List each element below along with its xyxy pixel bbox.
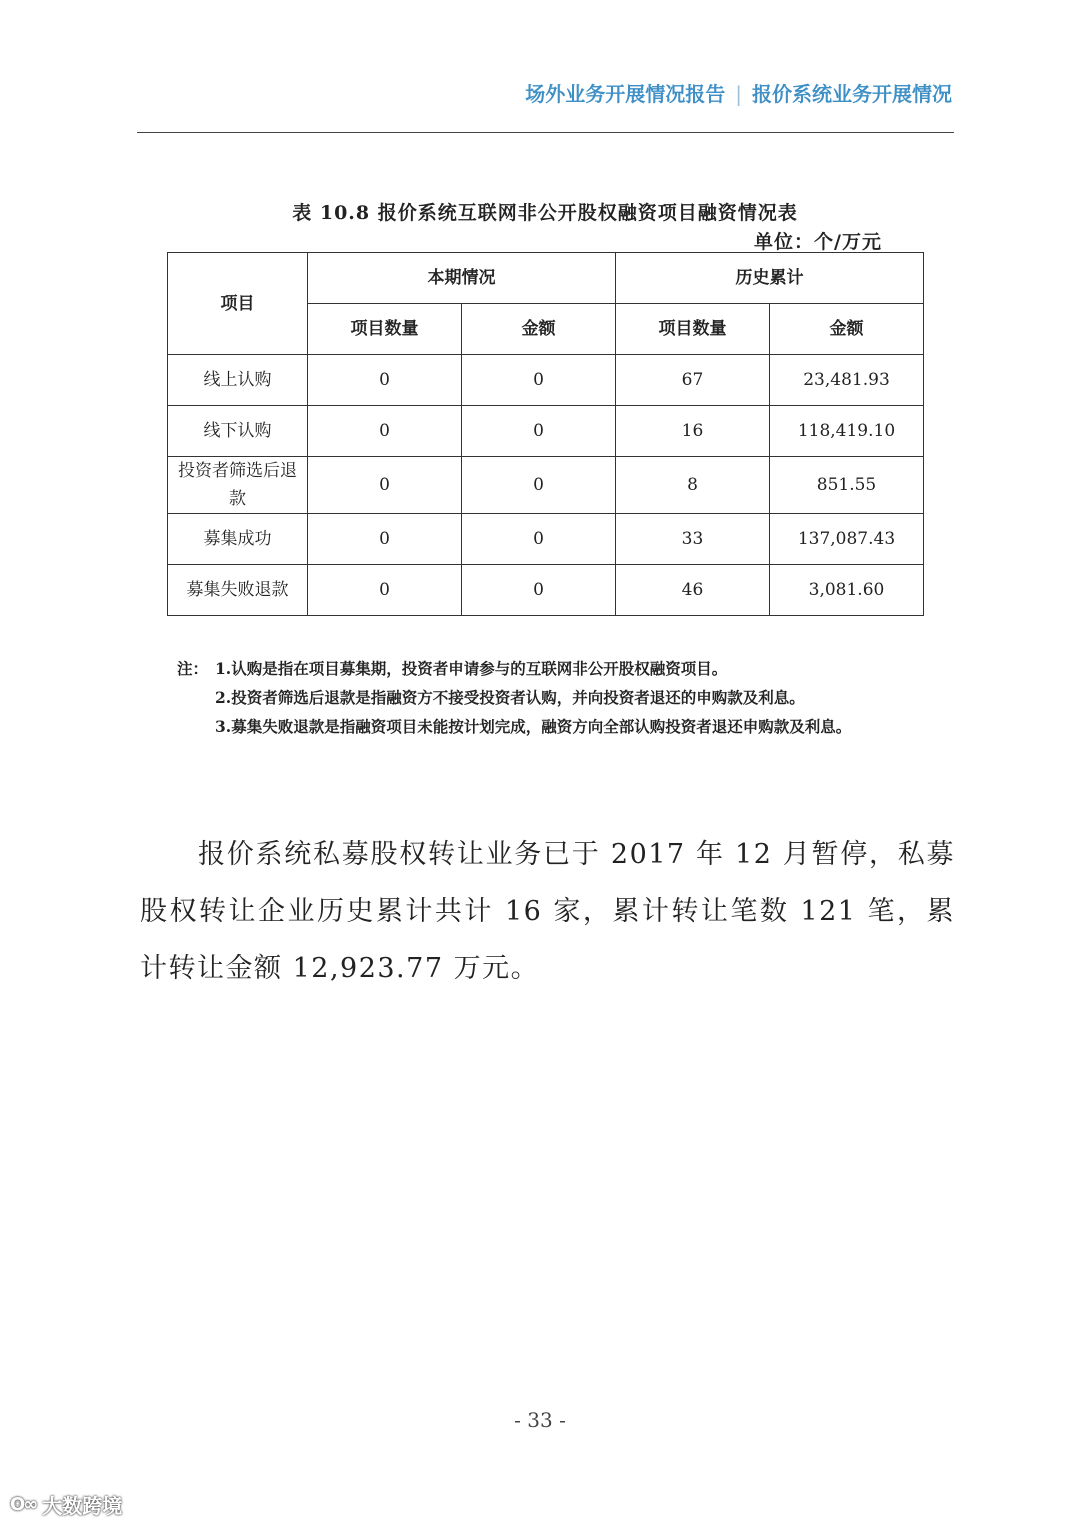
current-amount-cell: 0 (462, 514, 616, 565)
history-count-cell: 33 (616, 514, 770, 565)
running-header (525, 78, 952, 107)
table-row (168, 406, 924, 457)
watermark (10, 1490, 122, 1519)
note-text: 募集失败退款是指融资项目未能按计划完成，融资方向全部认购投资者退还申购款及利息。 (231, 717, 852, 736)
header-current-period: 本期情况 (308, 253, 616, 304)
table-row (168, 565, 924, 616)
header-separator: | (735, 82, 742, 106)
history-count-cell: 67 (616, 355, 770, 406)
row-label: 投资者筛选后退款 (168, 457, 308, 514)
note-3 (177, 712, 937, 741)
page-number: - 33 - (514, 1408, 566, 1432)
note-prefix: 注： (177, 659, 209, 678)
note-text: 认购是指在项目募集期，投资者申请参与的互联网非公开股权融资项目。 (231, 659, 728, 678)
current-count-cell: 0 (308, 565, 462, 616)
current-amount-cell: 0 (462, 457, 616, 514)
watermark-text: 大数跨境 (42, 1494, 123, 1518)
current-count-cell: 0 (308, 355, 462, 406)
row-label: 线上认购 (168, 355, 308, 406)
header-item: 项目 (168, 253, 308, 355)
header-current-amount: 金额 (462, 304, 616, 355)
header-history-count: 项目数量 (616, 304, 770, 355)
watermark-logo-icon: ʘ∞ (10, 1494, 37, 1515)
current-amount-cell: 0 (462, 406, 616, 457)
history-count-cell: 46 (616, 565, 770, 616)
header-rule (137, 132, 954, 133)
history-amount-cell: 23,481.93 (770, 355, 924, 406)
current-count-cell: 0 (308, 514, 462, 565)
history-amount-cell: 118,419.10 (770, 406, 924, 457)
note-text: 投资者筛选后退款是指融资方不接受投资者认购，并向投资者退还的申购款及利息。 (231, 688, 805, 707)
current-count-cell: 0 (308, 457, 462, 514)
history-amount-cell: 851.55 (770, 457, 924, 514)
table-row (168, 355, 924, 406)
table-row (168, 457, 924, 514)
header-history-total: 历史累计 (616, 253, 924, 304)
row-label: 线下认购 (168, 406, 308, 457)
current-count-cell: 0 (308, 406, 462, 457)
row-label: 募集失败退款 (168, 565, 308, 616)
header-section-title: 报价系统业务开展情况 (752, 82, 952, 106)
history-amount-cell: 137,087.43 (770, 514, 924, 565)
body-paragraph: 报价系统私募股权转让业务已于 2017 年 12 月暂停，私募股权转让企业历史累计共计 16 家，累计转让笔数 121 笔，累计转让金额 12,923.77 万元。 (140, 839, 955, 984)
note-number: 1. (215, 659, 232, 678)
note-number: 2. (215, 688, 232, 707)
history-count-cell: 8 (616, 457, 770, 514)
note-2 (177, 683, 937, 712)
current-amount-cell: 0 (462, 565, 616, 616)
history-count-cell: 16 (616, 406, 770, 457)
header-report-title: 场外业务开展情况报告 (525, 82, 726, 106)
table-row (168, 514, 924, 565)
note-1 (177, 654, 937, 683)
table-notes (177, 654, 937, 741)
current-amount-cell: 0 (462, 355, 616, 406)
header-history-amount: 金额 (770, 304, 924, 355)
financing-table (167, 252, 924, 616)
table-title: 表 10.8 报价系统互联网非公开股权融资项目融资情况表 (292, 202, 798, 224)
table-unit: 单位：个/万元 (754, 231, 882, 253)
note-number: 3. (215, 717, 232, 736)
row-label: 募集成功 (168, 514, 308, 565)
history-amount-cell: 3,081.60 (770, 565, 924, 616)
header-current-count: 项目数量 (308, 304, 462, 355)
